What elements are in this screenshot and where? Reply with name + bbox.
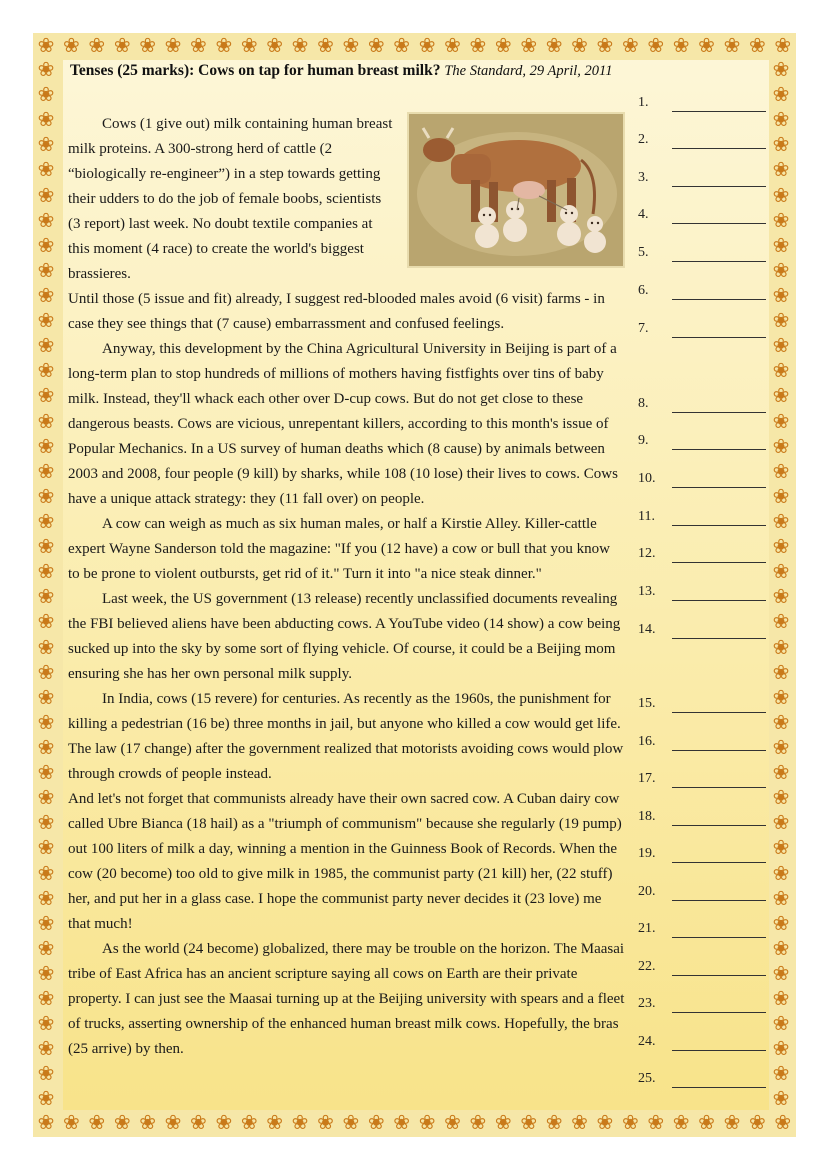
flower-icon: ❀ <box>772 636 790 659</box>
answer-number: 25. <box>638 1071 656 1086</box>
flower-icon: ❀ <box>37 762 55 785</box>
flower-icon: ❀ <box>444 35 461 57</box>
answer-number: 5. <box>638 245 649 260</box>
flower-icon: ❀ <box>37 1038 55 1061</box>
flower-icon: ❀ <box>37 335 55 358</box>
flower-icon: ❀ <box>772 435 790 458</box>
answer-row <box>636 809 776 829</box>
answer-row <box>636 283 776 303</box>
answer-blank-line[interactable] <box>672 1050 766 1051</box>
flower-icon: ❀ <box>647 35 665 57</box>
answer-row <box>636 1071 776 1091</box>
flower-icon: ❀ <box>37 184 55 207</box>
flower-icon: ❀ <box>772 736 790 759</box>
flower-icon: ❀ <box>772 485 790 508</box>
flower-icon: ❀ <box>190 35 207 57</box>
flower-icon: ❀ <box>774 35 792 57</box>
flower-icon: ❀ <box>37 812 55 835</box>
flower-icon: ❀ <box>772 159 790 182</box>
answer-row <box>636 471 776 491</box>
flower-icon: ❀ <box>772 586 790 609</box>
flower-icon: ❀ <box>772 1013 790 1036</box>
answer-row <box>636 546 776 566</box>
flower-icon: ❀ <box>596 1112 614 1134</box>
flower-icon: ❀ <box>317 35 334 57</box>
flower-icon: ❀ <box>37 234 55 257</box>
answer-blank-line[interactable] <box>672 937 766 938</box>
flower-icon: ❀ <box>469 1112 487 1134</box>
flower-icon: ❀ <box>772 1088 790 1111</box>
article-text <box>68 112 625 1062</box>
flower-icon: ❀ <box>37 510 55 533</box>
answer-blank-line[interactable] <box>672 712 766 713</box>
flower-icon: ❀ <box>772 536 790 559</box>
flower-icon: ❀ <box>772 887 790 910</box>
flower-icon: ❀ <box>37 711 55 734</box>
flower-icon: ❀ <box>37 259 55 282</box>
flower-icon: ❀ <box>772 1063 790 1086</box>
flower-icon: ❀ <box>37 109 55 132</box>
answer-blank-line[interactable] <box>672 750 766 751</box>
flower-icon: ❀ <box>772 711 790 734</box>
flower-icon: ❀ <box>37 912 55 935</box>
paragraph-7: As the world (24 become) globalized, there may be trouble on the horizon. The Maasai tribe of East Africa has an ancient scripture saying all cows on Earth are their private property. I can just see the Maasai turning up at the Beijing university with spears and a fleet of trucks, asserting ownership of the enhanced human breast milk cows. Hopefully, the bras (25 arrive) by then. <box>68 941 625 1057</box>
flower-icon: ❀ <box>37 360 55 383</box>
answer-number: 23. <box>638 996 656 1011</box>
flower-icon: ❀ <box>37 937 55 960</box>
flower-icon: ❀ <box>647 1112 665 1134</box>
flower-icon: ❀ <box>772 84 790 107</box>
flower-icon: ❀ <box>37 310 55 333</box>
flower-icon: ❀ <box>494 35 512 57</box>
flower-icon: ❀ <box>37 636 55 659</box>
flower-icon: ❀ <box>37 435 55 458</box>
flower-icon: ❀ <box>88 1112 106 1134</box>
flower-icon: ❀ <box>772 360 790 383</box>
flower-icon: ❀ <box>772 460 790 483</box>
flower-border-bottom <box>36 1113 793 1133</box>
title-source: The Standard, 29 April, 2011 <box>444 63 613 79</box>
flower-icon: ❀ <box>37 134 55 157</box>
flower-icon: ❀ <box>723 1112 741 1134</box>
flower-icon: ❀ <box>772 209 790 232</box>
flower-icon: ❀ <box>37 385 55 408</box>
answer-blank-line[interactable] <box>672 412 766 413</box>
answer-number: 3. <box>638 170 649 185</box>
flower-icon: ❀ <box>37 837 55 860</box>
flower-icon: ❀ <box>545 1112 563 1134</box>
answer-blank-line[interactable] <box>672 337 766 338</box>
answer-row <box>636 921 776 941</box>
answer-number: 19. <box>638 846 656 861</box>
answer-number: 2. <box>638 132 649 147</box>
answer-row <box>636 1034 776 1054</box>
flower-icon: ❀ <box>774 1112 792 1134</box>
flower-icon: ❀ <box>520 35 538 57</box>
flower-icon: ❀ <box>772 410 790 433</box>
paragraph-1b: Until those (5 issue and fit) already, I suggest red-blooded males avoid (6 visit) farms - in case they see things that (7 cause) embarrassment and confused feelings. <box>68 291 605 332</box>
answer-row <box>636 132 776 152</box>
answer-row <box>636 509 776 529</box>
flower-icon: ❀ <box>240 1112 258 1134</box>
flower-icon: ❀ <box>772 686 790 709</box>
flower-icon: ❀ <box>37 59 55 81</box>
flower-icon: ❀ <box>418 1112 436 1134</box>
flower-icon: ❀ <box>37 887 55 910</box>
answer-blank-line[interactable] <box>672 825 766 826</box>
flower-icon: ❀ <box>37 460 55 483</box>
flower-icon: ❀ <box>418 35 436 57</box>
answer-row <box>636 734 776 754</box>
paragraph-1: Cows (1 give out) milk containing human breast milk proteins. A 300-strong herd of cattle (2 “biologically re-engineer”) in a step towards getting their udders to do the job of female boobs, scientists (3 report) last week. No doubt textile companies at this moment (4 race) to create the world's biggest brassieres. <box>68 116 393 282</box>
answer-number: 15. <box>638 696 656 711</box>
flower-icon: ❀ <box>772 510 790 533</box>
flower-icon: ❀ <box>37 159 55 182</box>
flower-icon: ❀ <box>37 1013 55 1036</box>
answer-number: 16. <box>638 734 656 749</box>
flower-icon: ❀ <box>367 35 385 57</box>
flower-icon: ❀ <box>748 35 766 57</box>
flower-icon: ❀ <box>672 1112 690 1134</box>
flower-icon: ❀ <box>772 862 790 885</box>
answer-row <box>636 207 776 227</box>
flower-icon: ❀ <box>139 1112 156 1134</box>
flower-icon: ❀ <box>190 1112 207 1134</box>
answer-number: 7. <box>638 321 649 336</box>
flower-icon: ❀ <box>37 1063 55 1086</box>
flower-icon: ❀ <box>772 787 790 810</box>
answer-number: 1. <box>638 95 649 110</box>
flower-icon: ❀ <box>772 259 790 282</box>
answer-number: 9. <box>638 433 649 448</box>
answer-row <box>636 433 776 453</box>
flower-icon: ❀ <box>698 35 715 57</box>
flower-icon: ❀ <box>215 35 233 57</box>
answer-blank-line[interactable] <box>672 900 766 901</box>
flower-icon: ❀ <box>596 35 614 57</box>
answer-number: 13. <box>638 584 656 599</box>
flower-icon: ❀ <box>37 736 55 759</box>
answer-number: 10. <box>638 471 656 486</box>
flower-icon: ❀ <box>772 962 790 985</box>
flower-icon: ❀ <box>37 561 55 584</box>
flower-icon: ❀ <box>37 862 55 885</box>
answer-number: 12. <box>638 546 656 561</box>
answer-blank-line[interactable] <box>672 638 766 639</box>
flower-icon: ❀ <box>621 1112 639 1134</box>
flower-icon: ❀ <box>139 35 156 57</box>
flower-icon: ❀ <box>37 1112 55 1134</box>
flower-icon: ❀ <box>545 35 563 57</box>
flower-icon: ❀ <box>342 1112 360 1134</box>
flower-icon: ❀ <box>266 35 284 57</box>
flower-icon: ❀ <box>772 812 790 835</box>
flower-icon: ❀ <box>772 385 790 408</box>
flower-border-left <box>36 60 56 1110</box>
flower-icon: ❀ <box>772 284 790 307</box>
answer-blank-line[interactable] <box>672 449 766 450</box>
flower-icon: ❀ <box>772 184 790 207</box>
flower-icon: ❀ <box>772 837 790 860</box>
flower-icon: ❀ <box>772 937 790 960</box>
flower-icon: ❀ <box>367 1112 385 1134</box>
flower-icon: ❀ <box>37 611 55 634</box>
flower-icon: ❀ <box>164 35 182 57</box>
answer-blank-line[interactable] <box>672 186 766 187</box>
paragraph-3: A cow can weigh as much as six human males, or half a Kirstie Alley. Killer-cattle expert Wayne Sanderson told the magazine: "If you (12 have) a cow or bull that you know to be prone to violent outbursts, get rid of it." Turn it into "a nice steak dinner." <box>68 516 610 582</box>
flower-icon: ❀ <box>571 1112 588 1134</box>
flower-icon: ❀ <box>266 1112 284 1134</box>
answer-row <box>636 622 776 642</box>
flower-icon: ❀ <box>772 988 790 1011</box>
answer-blank-line[interactable] <box>672 1087 766 1088</box>
flower-icon: ❀ <box>772 59 790 81</box>
answer-blank-line[interactable] <box>672 487 766 488</box>
answer-blank-line[interactable] <box>672 525 766 526</box>
answer-number: 20. <box>638 884 656 899</box>
title-heading: Tenses (25 marks): Cows on tap for human breast milk? <box>70 62 441 79</box>
flower-icon: ❀ <box>113 1112 131 1134</box>
flower-icon: ❀ <box>37 35 55 57</box>
answer-number: 18. <box>638 809 656 824</box>
flower-icon: ❀ <box>772 561 790 584</box>
answer-row <box>636 771 776 791</box>
flower-icon: ❀ <box>215 1112 233 1134</box>
flower-icon: ❀ <box>772 310 790 333</box>
flower-icon: ❀ <box>772 611 790 634</box>
answer-blank-line[interactable] <box>672 600 766 601</box>
flower-icon: ❀ <box>723 35 741 57</box>
flower-icon: ❀ <box>37 1088 55 1111</box>
answer-blank-line[interactable] <box>672 562 766 563</box>
answer-number: 4. <box>638 207 649 222</box>
answer-row <box>636 396 776 416</box>
flower-icon: ❀ <box>37 485 55 508</box>
flower-icon: ❀ <box>772 1038 790 1061</box>
flower-icon: ❀ <box>37 536 55 559</box>
answer-number: 14. <box>638 622 656 637</box>
flower-icon: ❀ <box>469 35 487 57</box>
answer-blank-line[interactable] <box>672 787 766 788</box>
answer-row <box>636 95 776 115</box>
answer-row <box>636 584 776 604</box>
answer-row <box>636 996 776 1016</box>
answer-blank-line[interactable] <box>672 299 766 300</box>
flower-icon: ❀ <box>571 35 588 57</box>
flower-icon: ❀ <box>772 661 790 684</box>
flower-icon: ❀ <box>63 35 80 57</box>
flower-icon: ❀ <box>37 410 55 433</box>
flower-icon: ❀ <box>342 35 360 57</box>
flower-icon: ❀ <box>393 35 411 57</box>
paragraph-6: And let's not forget that communists already have their own sacred cow. A Cuban dairy cow called Ubre Bianca (18 hail) as a "triumph of communism" because she regularly (19 pump) out 100 liters of milk a day, winning a mention in the Guinness Book of Records. When the cow (20 become) too old to give milk in 1985, the communist party (21 kill) her, (22 stuff) her, and put her in a glass case. I hope the communist party never decides it (23 love) me that much! <box>68 791 622 932</box>
flower-icon: ❀ <box>37 586 55 609</box>
flower-icon: ❀ <box>317 1112 334 1134</box>
flower-icon: ❀ <box>393 1112 411 1134</box>
answer-number: 6. <box>638 283 649 298</box>
answer-blank-line[interactable] <box>672 223 766 224</box>
flower-icon: ❀ <box>37 686 55 709</box>
flower-icon: ❀ <box>37 209 55 232</box>
answer-number: 11. <box>638 509 655 524</box>
flower-border-top <box>36 36 793 56</box>
flower-icon: ❀ <box>37 988 55 1011</box>
paragraph-5: In India, cows (15 revere) for centuries. As recently as the 1960s, the punishment for killing a pedestrian (16 be) three months in jail, but anyone who killed a cow would get life. The law (17 change) after the government realized that motorists avoiding cows would plow through crowds of people instead. <box>68 691 624 782</box>
paragraph-4: Last week, the US government (13 release) recently unclassified documents revealing the FBI believed aliens have been abducting cows. A YouTube video (14 show) a cow being sucked up into the sky by some sort of flying vehicle. Of course, it could be a Beijing mom ensuring she has her own personal milk supply. <box>68 591 621 682</box>
flower-icon: ❀ <box>37 661 55 684</box>
flower-icon: ❀ <box>88 35 106 57</box>
answer-row <box>636 846 776 866</box>
flower-icon: ❀ <box>494 1112 512 1134</box>
answer-blank-line[interactable] <box>672 148 766 149</box>
flower-icon: ❀ <box>291 1112 309 1134</box>
answer-blank-line[interactable] <box>672 111 766 112</box>
answer-row <box>636 321 776 341</box>
paragraph-2: Anyway, this development by the China Agricultural University in Beijing is part of a long-term plan to stop hundreds of millions of mothers having fistfights over tins of baby milk. Instead, they'll whack each other over D-cup cows. But do not get close to these dangerous beasts. Cows are vicious, unrepentant killers, according to this month's issue of Popular Mechanics. In a US survey of human deaths which (8 cause) by animals between 2003 and 2008, four people (9 kill) by sharks, while 108 (10 lose) their lives to cows. Cows have a unique attack strategy: they (11 fall over) on people. <box>68 341 618 507</box>
answer-blank-line[interactable] <box>672 862 766 863</box>
answer-row <box>636 696 776 716</box>
flower-icon: ❀ <box>291 35 309 57</box>
answer-blank-line[interactable] <box>672 975 766 976</box>
answer-number: 8. <box>638 396 649 411</box>
flower-icon: ❀ <box>113 35 131 57</box>
flower-icon: ❀ <box>63 1112 80 1134</box>
flower-icon: ❀ <box>444 1112 461 1134</box>
flower-icon: ❀ <box>37 787 55 810</box>
answer-row <box>636 245 776 265</box>
answer-number: 22. <box>638 959 656 974</box>
flower-icon: ❀ <box>748 1112 766 1134</box>
cow-illustration-icon <box>409 114 623 266</box>
flower-icon: ❀ <box>772 912 790 935</box>
cow-with-babies-photo <box>407 112 625 268</box>
answer-row <box>636 959 776 979</box>
flower-icon: ❀ <box>772 234 790 257</box>
answer-row <box>636 884 776 904</box>
flower-icon: ❀ <box>672 35 690 57</box>
answer-number: 17. <box>638 771 656 786</box>
answer-blank-line[interactable] <box>672 261 766 262</box>
answer-number: 21. <box>638 921 656 936</box>
flower-icon: ❀ <box>240 35 258 57</box>
flower-icon: ❀ <box>37 962 55 985</box>
flower-icon: ❀ <box>772 762 790 785</box>
flower-icon: ❀ <box>772 134 790 157</box>
flower-icon: ❀ <box>698 1112 715 1134</box>
worksheet-title <box>70 62 770 80</box>
flower-icon: ❀ <box>772 335 790 358</box>
flower-icon: ❀ <box>621 35 639 57</box>
flower-icon: ❀ <box>772 109 790 132</box>
flower-icon: ❀ <box>520 1112 538 1134</box>
flower-icon: ❀ <box>164 1112 182 1134</box>
flower-icon: ❀ <box>37 84 55 107</box>
answer-number: 24. <box>638 1034 656 1049</box>
answer-row <box>636 170 776 190</box>
flower-icon: ❀ <box>37 284 55 307</box>
answer-blank-line[interactable] <box>672 1012 766 1013</box>
